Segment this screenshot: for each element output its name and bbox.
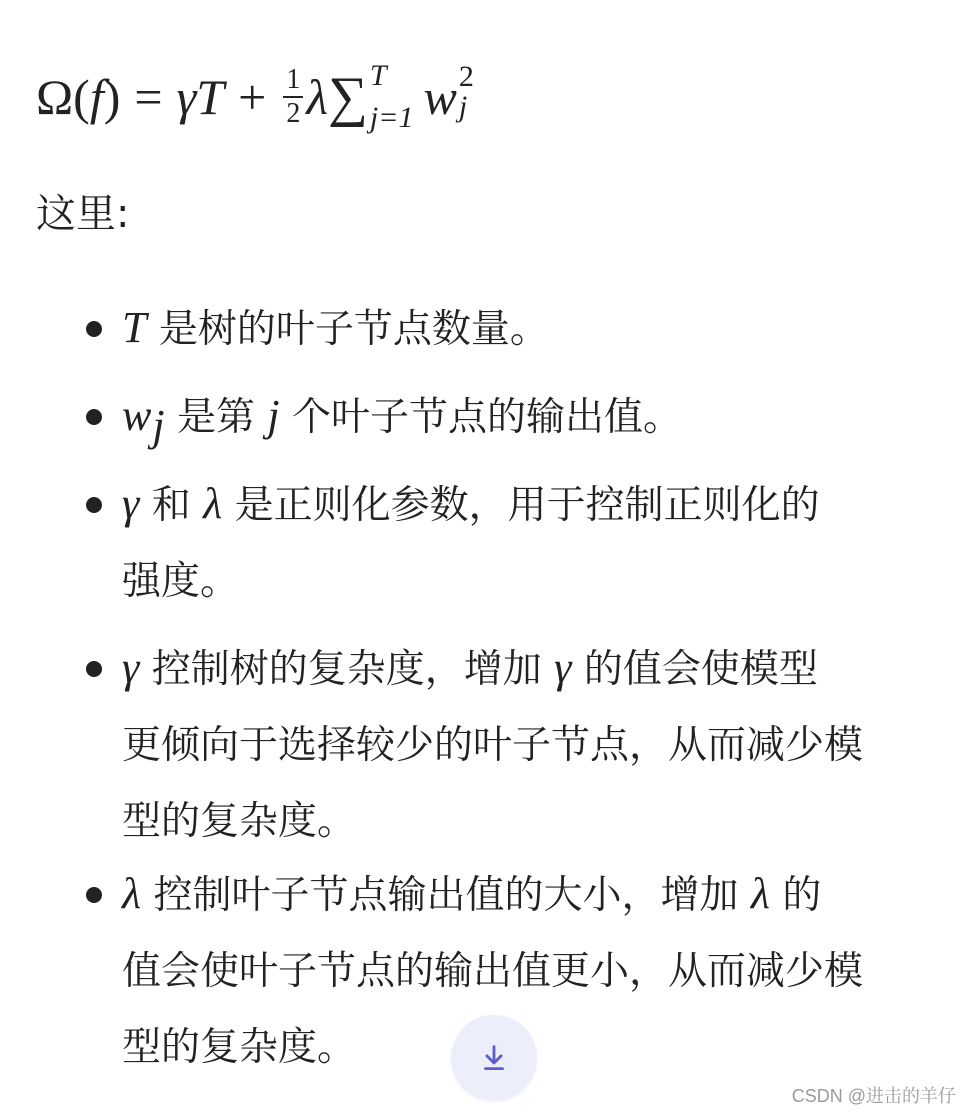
list-item-text bbox=[122, 466, 952, 620]
f-symbol: f bbox=[89, 69, 104, 125]
lambda-symbol: λ bbox=[203, 479, 223, 528]
equals-sign: = bbox=[134, 69, 163, 125]
w-symbol: w bbox=[122, 391, 152, 440]
plus-sign: + bbox=[238, 69, 267, 125]
w-superscript: 2 bbox=[458, 60, 474, 93]
j-symbol: j bbox=[267, 391, 280, 440]
arrow-down-to-line-icon bbox=[477, 1041, 511, 1075]
bullet-dot bbox=[86, 497, 102, 513]
lambda-symbol: λ bbox=[306, 69, 328, 125]
list-item-text bbox=[122, 378, 952, 464]
sum-upper-limit: T bbox=[369, 59, 387, 92]
gamma-symbol: γ bbox=[176, 69, 197, 125]
fraction-denominator: 2 bbox=[286, 98, 301, 129]
bullet-dot bbox=[86, 321, 102, 337]
gamma-symbol: γ bbox=[122, 479, 140, 528]
list-item-label: 更倾向于选择较少的叶子节点，从而减少模 bbox=[122, 723, 864, 768]
bullet-dot bbox=[86, 887, 102, 903]
summation bbox=[328, 59, 414, 135]
w-symbol: w bbox=[423, 69, 457, 125]
list-item-label: 型的复杂度。 bbox=[122, 799, 357, 844]
gamma-symbol: γ bbox=[122, 643, 140, 692]
w-subscript: j bbox=[458, 90, 468, 123]
lambda-symbol: λ bbox=[750, 869, 770, 918]
regularization-formula bbox=[36, 52, 474, 142]
scroll-down-button[interactable] bbox=[451, 1015, 537, 1101]
intro-text: 这里: bbox=[36, 191, 130, 237]
t-symbol: T bbox=[196, 69, 225, 125]
w-j-squared bbox=[423, 60, 474, 126]
fraction-numerator: 1 bbox=[286, 64, 301, 95]
watermark-text: CSDN @进击的羊仔 bbox=[791, 1086, 956, 1106]
lambda-symbol: λ bbox=[122, 869, 142, 918]
bullet-dot bbox=[86, 409, 102, 425]
bullet-dot bbox=[86, 661, 102, 677]
list-item-label: 的值会使模型 bbox=[571, 647, 818, 692]
list-item-text bbox=[122, 856, 952, 1086]
sum-sign: ∑ bbox=[327, 66, 368, 128]
list-item-label: 的 bbox=[769, 873, 822, 918]
list-item-label: 控制树的复杂度，增加 bbox=[139, 647, 555, 692]
gamma-symbol: γ bbox=[554, 643, 572, 692]
list-item-label: 型的复杂度。 bbox=[122, 1025, 357, 1070]
list-item-label: 值会使叶子节点的输出值更小，从而减少模 bbox=[122, 949, 864, 994]
list-item-label: 是第 bbox=[164, 395, 268, 440]
list-item-label: 和 bbox=[139, 483, 204, 528]
sum-lower-limit: j=1 bbox=[369, 101, 414, 134]
list-item-label: 是正则化参数，用于控制正则化的 bbox=[222, 483, 820, 528]
list-item-label: 个叶子节点的输出值。 bbox=[279, 395, 683, 440]
list-item-label: 是树的叶子节点数量。 bbox=[146, 307, 549, 352]
list-item-text bbox=[122, 630, 952, 860]
sum-limits bbox=[370, 59, 414, 135]
omega-symbol: Ω bbox=[36, 69, 74, 125]
list-item-text bbox=[122, 290, 952, 368]
one-half-fraction bbox=[283, 66, 303, 128]
left-paren: ( bbox=[73, 69, 90, 125]
list-item-label: 控制叶子节点输出值的大小，增加 bbox=[141, 873, 751, 918]
list-item-label: 强度。 bbox=[122, 559, 240, 604]
right-paren: ) bbox=[103, 69, 121, 125]
t-symbol: T bbox=[122, 303, 147, 352]
w-subscript: j bbox=[152, 401, 165, 450]
